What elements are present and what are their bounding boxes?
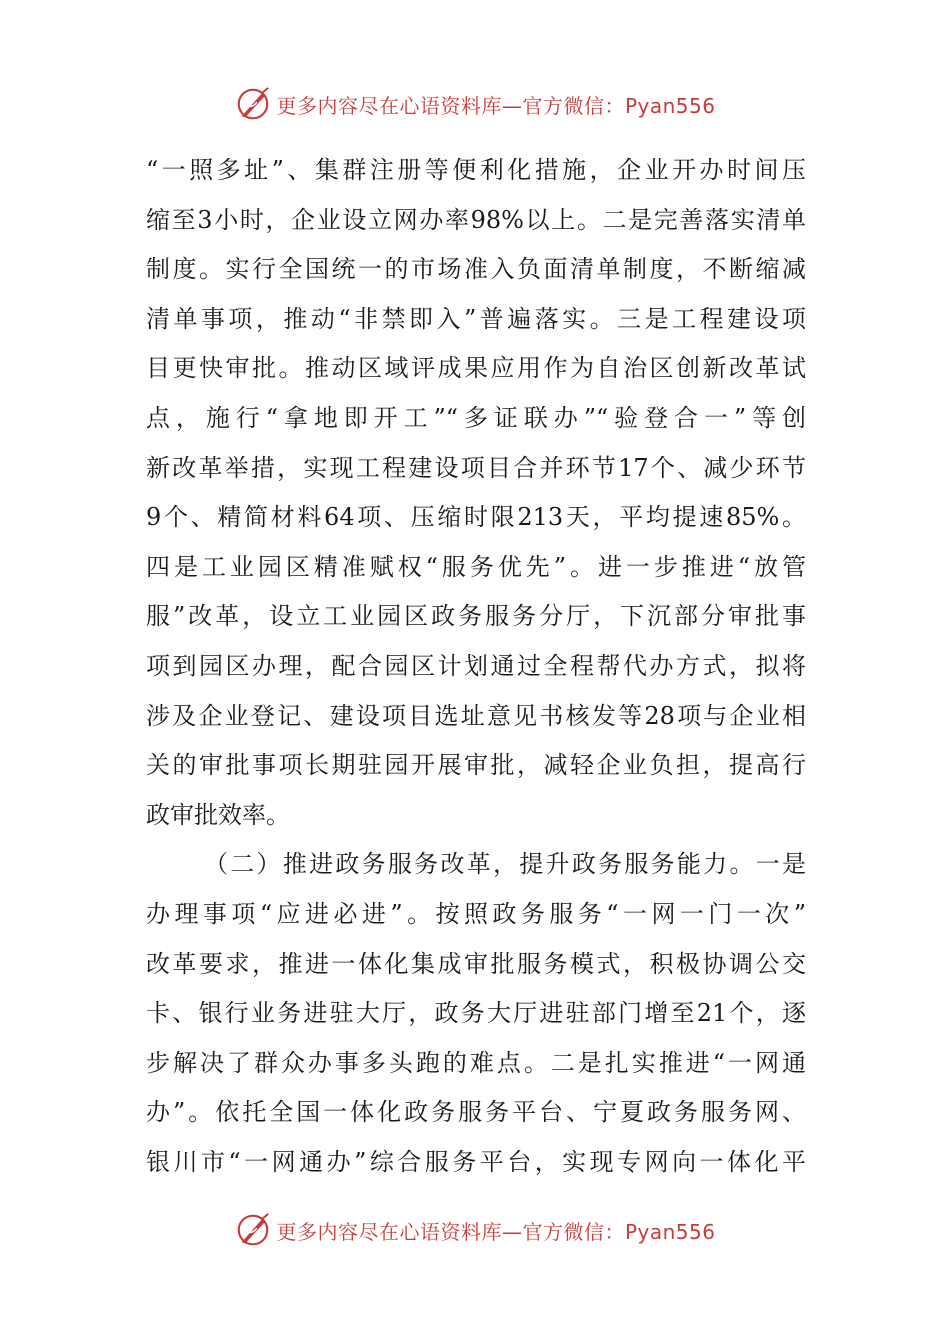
quill-pen-circle-icon	[234, 1211, 272, 1249]
document-body	[146, 146, 806, 1187]
text-line: 制度。实行全国统一的市场准入负面清单制度，不断缩减	[146, 255, 806, 284]
text-line: “一照多址”、集群注册等便利化措施，企业开办时间压	[146, 156, 806, 184]
text-line: 服”改革，设立工业园区政务服务分厅，下沉部分审批事	[146, 602, 806, 631]
text-line: 关的审批事项长期驻园开展审批，减轻企业负担，提高行	[146, 751, 806, 780]
text-line: 目更快审批。推动区域评成果应用作为自治区创新改革试	[146, 354, 806, 383]
watermark-text: 更多内容尽在心语资料库—官方微信：Pyan556	[276, 1219, 716, 1244]
watermark-text: 更多内容尽在心语资料库—官方微信：Pyan556	[276, 93, 716, 118]
text-line: 四是工业园区精准赋权“服务优先”。进一步推进“放管	[146, 552, 806, 581]
text-line: 新改革举措，实现工程建设项目合并环节17个、减少环节	[146, 453, 806, 482]
text-line: 步解决了群众办事多头跑的难点。二是扎实推进“一网通	[146, 1048, 806, 1077]
text-line: 缩至3小时，企业设立网办率98%以上。二是完善落实清单	[146, 205, 806, 234]
text-line: 涉及企业登记、建设项目选址意见书核发等28项与企业相	[146, 701, 806, 730]
text-line: 银川市“一网通办”综合服务平台，实现专网向一体化平	[146, 1147, 806, 1176]
text-line: 点，施行“拿地即开工”“多证联办”“验登合一”等创	[146, 403, 806, 432]
text-line: 改革要求，推进一体化集成审批服务模式，积极协调公交	[146, 949, 806, 978]
text-line: 项到园区办理，配合园区计划通过全程帮代办方式，拟将	[146, 651, 806, 680]
paragraph-heading-line: （二）推进政务服务改革，提升政务服务能力。一是	[204, 850, 806, 879]
text-line: 9个、精简材料64项、压缩时限213天，平均提速85%。	[146, 503, 806, 532]
text-line: 办”。依托全国一体化政务服务平台、宁夏政务服务网、	[146, 1098, 806, 1127]
text-line: 清单事项，推动“非禁即入”普遍落实。三是工程建设项	[146, 304, 806, 333]
footer-watermark	[0, 1210, 950, 1250]
text-line: 卡、银行业务进驻大厅，政务大厅进驻部门增至21个，逐	[146, 999, 806, 1028]
text-line: 政审批效率。	[146, 800, 290, 829]
header-watermark	[0, 84, 950, 124]
text-line: 办理事项“应进必进”。按照政务服务“一网一门一次”	[146, 899, 806, 928]
quill-pen-circle-icon	[234, 85, 272, 123]
